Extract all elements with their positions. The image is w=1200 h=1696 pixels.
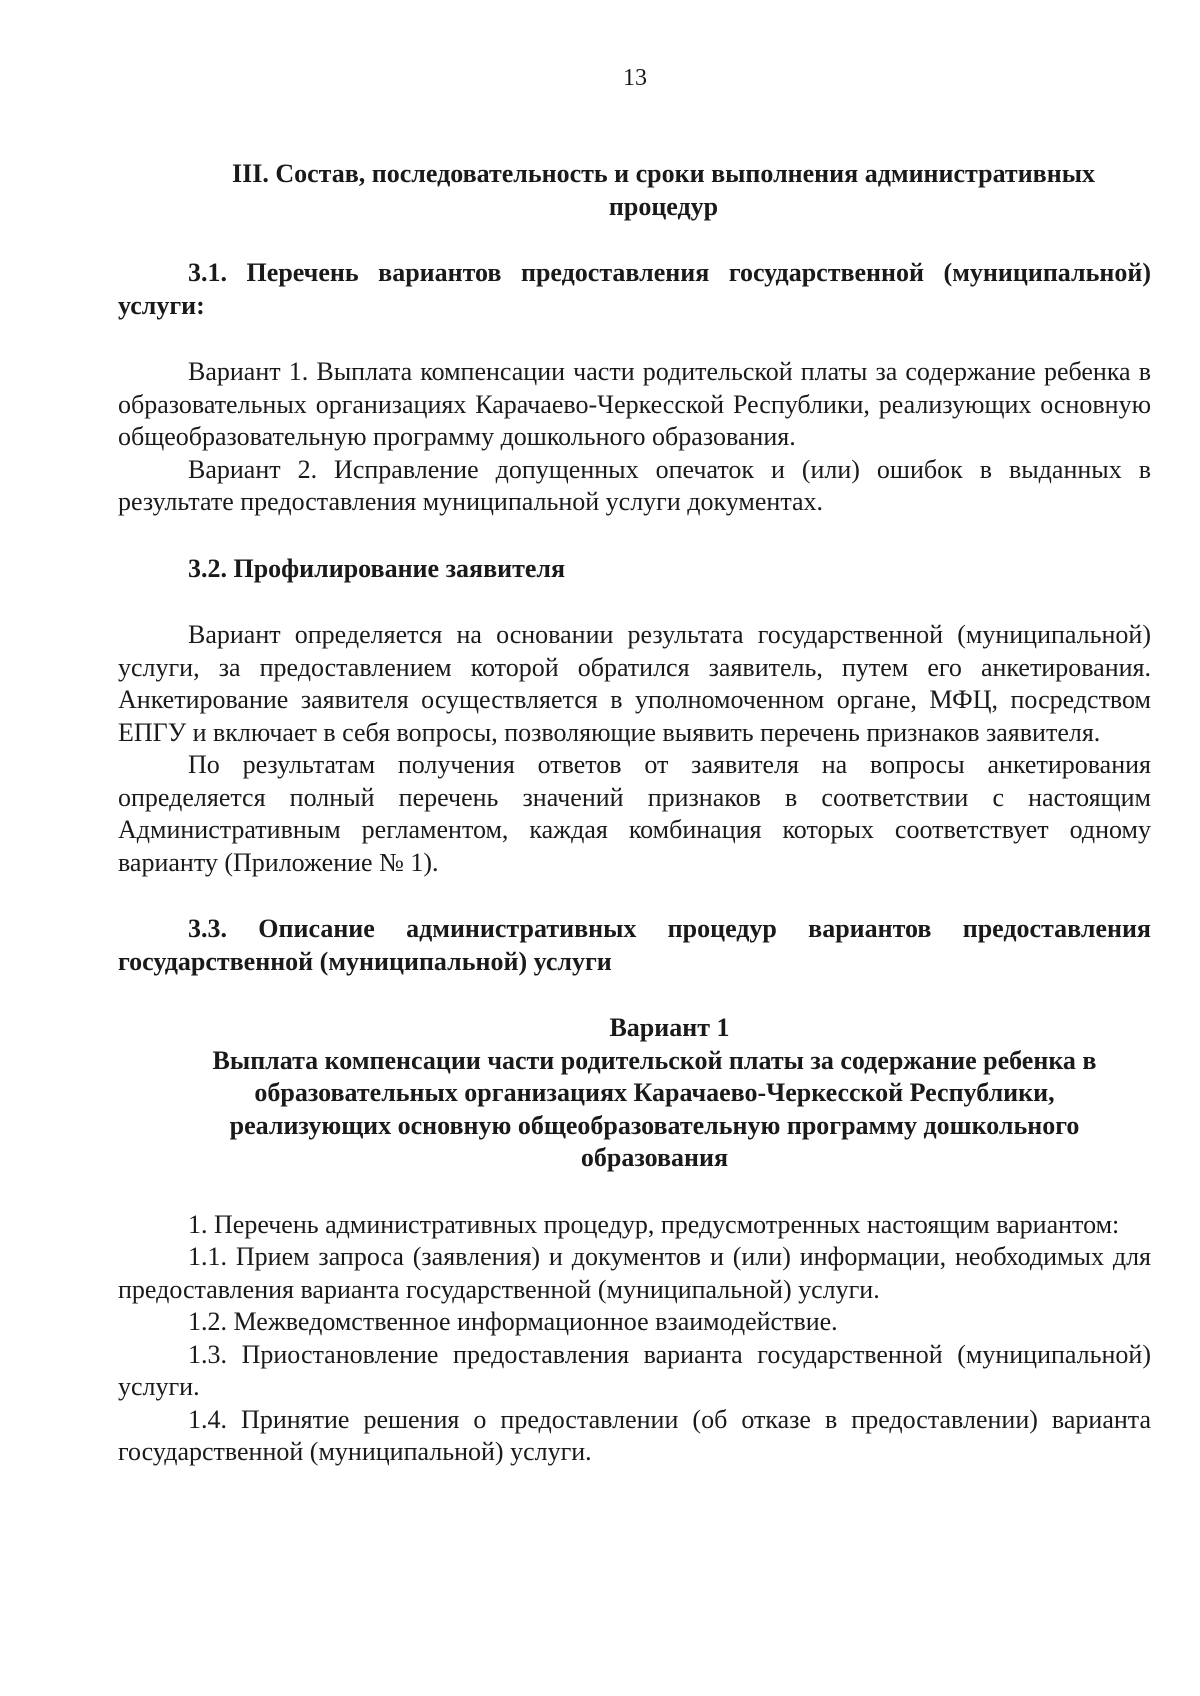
document-body: [118, 158, 1151, 1469]
page-number: 13: [623, 65, 647, 91]
variant-2-paragraph: Вариант 2. Исправление допущенных опечаток и (или) ошибок в выданных в результате предоставления муниципальной услуги документах.: [118, 454, 1151, 516]
procedure-item-1-1: 1.1. Прием запроса (заявления) и документов и (или) информации, необходимых для предоставления варианта государственной (муниципальной) услуги.: [118, 1242, 1151, 1304]
procedure-item-1-4: 1.4. Принятие решения о предоставлении (об отказе в предоставлении) варианта государственной (муниципальной) услуги.: [118, 1404, 1151, 1466]
profiling-paragraph-2: По результатам получения ответов от заявителя на вопросы анкетирования определяется полный перечень значений признаков в соответствии с настоящим Административным регламентом, каждая комбинация которых соответствует одному варианту (Приложение № 1).: [118, 750, 1151, 877]
variant-title: Вариант 1: [609, 1013, 730, 1042]
subsection-3-2-heading: 3.2. Профилирование заявителя: [188, 553, 566, 583]
profiling-paragraph-1: Вариант определяется на основании результата государственной (муниципальной) услуги, за предоставлением которой обратился заявитель, путем его анкетирования. Анкетирование заявителя осуществляется в уполномоченном органе, МФЦ, посредством ЕПГУ и включает в себя вопросы, позволяющие выявить перечень признаков заявителя.: [118, 620, 1151, 747]
variant-subtitle: Выплата компенсации части родительской платы за содержание ребенка в образовательных организациях Карачаево-Черкесской Республики, реализующих основную общеобразовательную программу дошкольного образования: [212, 1045, 1097, 1172]
procedure-item-1-2: 1.2. Межведомственное информационное взаимодействие.: [188, 1307, 838, 1336]
procedures-intro: 1. Перечень административных процедур, предусмотренных настоящим вариантом:: [188, 1209, 1120, 1239]
subsection-3-1-heading: 3.1. Перечень вариантов предоставления государственной (муниципальной) услуги:: [118, 258, 1151, 320]
variant-1-paragraph: Вариант 1. Выплата компенсации части родительской платы за содержание ребенка в образовательных организациях Карачаево-Черкесской Республики, реализующих основную общеобразовательную программу дошкольного образования.: [118, 357, 1151, 451]
section-heading: III. Состав, последовательность и сроки выполнения административных процедур: [231, 159, 1095, 221]
procedure-item-1-3: 1.3. Приостановление предоставления варианта государственной (муниципальной) услуги.: [118, 1339, 1151, 1401]
subsection-3-3-heading: 3.3. Описание административных процедур вариантов предоставления государственной (муниципальной) услуги: [118, 914, 1151, 976]
